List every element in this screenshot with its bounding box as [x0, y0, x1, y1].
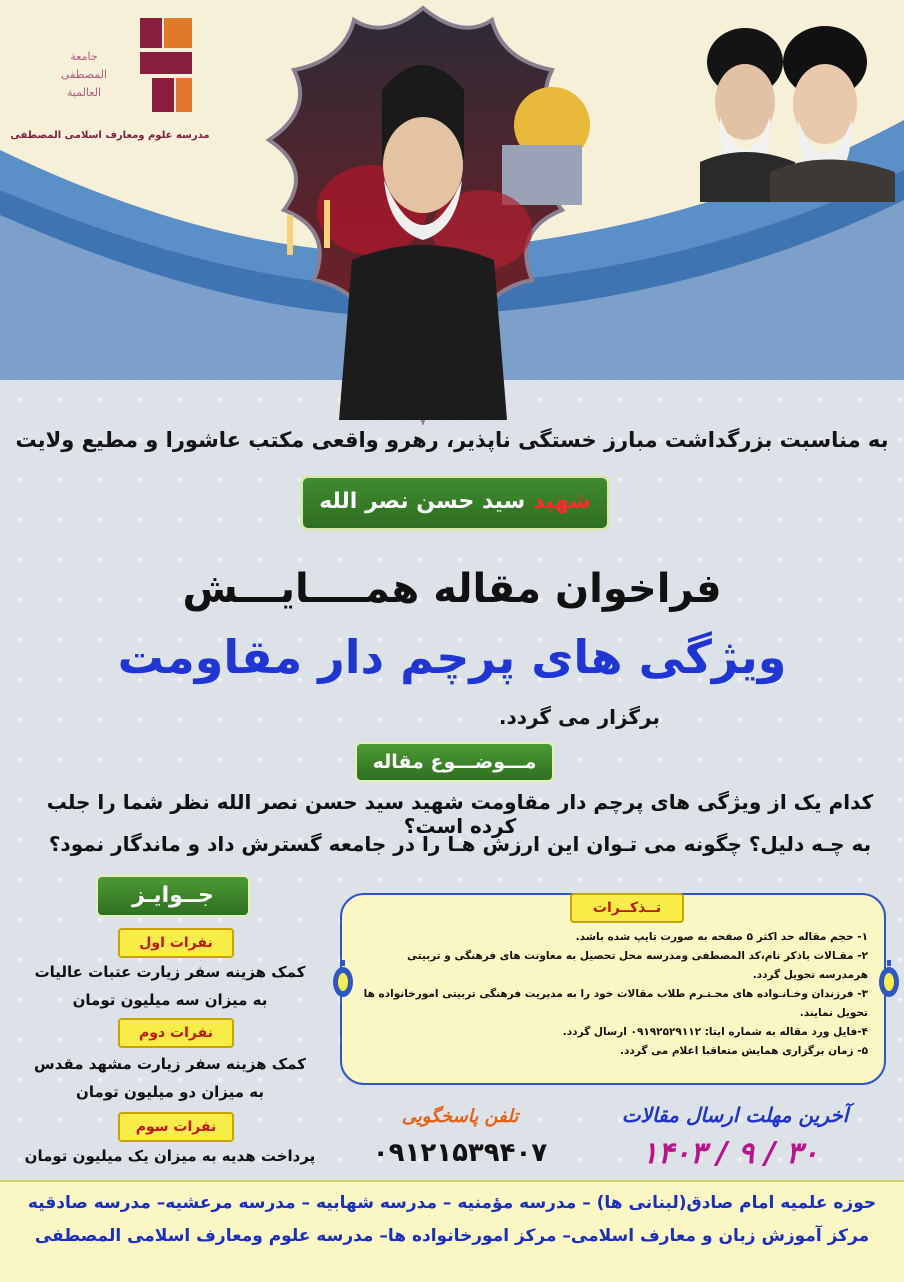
prizes-title: جــوایـز [96, 875, 250, 917]
note-item: ۵- زمان برگزاری همایش متعاقبا اعلام می گردد. [620, 1045, 868, 1057]
prize-line: پرداخت هدیه به میزان یک میلیون تومان [24, 1147, 316, 1165]
phone-number: ۰۹۱۲۱۵۳۹۴۰۷ [372, 1138, 548, 1168]
martyr-name: سید حسن نصر الله [319, 489, 526, 514]
first-place-prize [10, 958, 330, 1014]
deadline-date: ۱۴۰۳ / ۹ / ۳۰ [641, 1136, 819, 1171]
first-place-label: نفرات اول [118, 928, 234, 958]
logo-caption: مدرسه علوم ومعارف اسلامی المصطفی [10, 130, 210, 141]
second-place-label: نفرات دوم [118, 1018, 234, 1048]
leaders-portrait [700, 12, 895, 202]
logo-side-text: جامعة المصطفی العالمیة [60, 50, 108, 99]
portrait-frame [232, 0, 614, 425]
note-item: ۲- مقـالات باذکر نام،کد المصطفی ومدرسه محل تحصیل به معاونت های فرهنگی و تربیتی هرمدرسه تحویل گردد. [407, 950, 868, 981]
topic-question-2: به چـه دلیل؟ چگونه می تـوان این ارزش هـا را در جامعه گسترش داد و ماندگار نمود؟ [48, 832, 872, 856]
second-place-prize [10, 1050, 330, 1106]
occasion-line: به مناسبت بزرگداشت مبارز خستگی ناپذیر، رهرو واقعی مکتب عاشورا و مطیع ولایت [15, 428, 889, 452]
prize-line: به میزان سه میلیون تومان [72, 991, 268, 1009]
call-title: فراخوان مقاله همــــایـــش [182, 566, 722, 612]
footer-line-2: مرکز آموزش زبان و معارف اسلامی– مرکز امورخانواده ها– مدرسه علوم ومعارف اسلامی المصطفی [34, 1226, 870, 1246]
notes-title: تــذکــرات [570, 893, 684, 923]
note-item: ۳- فرزندان وخـانـواده های محـتـرم طلاب مقالات خود را به مدیریت فرهنگی تربیتی امورخانواده ها تحویل نمایند. [363, 988, 868, 1019]
conference-subject: ویژگی های پرچم دار مقاومت [117, 630, 787, 684]
notes-list [358, 928, 868, 1061]
martyr-prefix: شهید [532, 489, 591, 514]
topic-question-1: کدام یک از ویژگی های پرچم دار مقاومت شهید سید حسن نصر الله نظر شما را جلب کرده است؟ [46, 790, 874, 838]
third-place-prize [10, 1142, 330, 1170]
deadline-label: آخرین مهلت ارسال مقالات [621, 1103, 849, 1127]
third-place-label: نفرات سوم [118, 1112, 234, 1142]
topic-label-box: مـــوضـــوع مقاله [355, 742, 554, 782]
prize-line: کمک هزینه سفر زیارت مشهد مقدس [34, 1055, 306, 1073]
held-text: برگزار می گردد. [498, 705, 660, 729]
note-item: ۴-فایل ورد مقاله به شماره ایتا: ۰۹۱۹۲۵۲۹۱۱۲ ارسال گردد. [562, 1026, 868, 1038]
martyr-name-box [300, 475, 610, 531]
note-item: ۱- حجم مقاله حد اکثر ۵ صفحه به صورت تایپ شده باشد. [575, 931, 868, 943]
prize-line: کمک هزینه سفر زیارت عتبات عالیات [34, 963, 306, 981]
lantern-ornament-icon [332, 960, 354, 1000]
prize-line: به میزان دو میلیون تومان [76, 1083, 264, 1101]
footer-line-1: حوزه علمیه امام صادق(لبنانی ها) – مدرسه مؤمنیه – مدرسه شهابیه – مدرسه مرعشیه– مدرسه صادقیه [27, 1193, 877, 1213]
phone-label: تلفن پاسخگویی [401, 1106, 519, 1127]
lantern-ornament-icon [878, 960, 900, 1000]
